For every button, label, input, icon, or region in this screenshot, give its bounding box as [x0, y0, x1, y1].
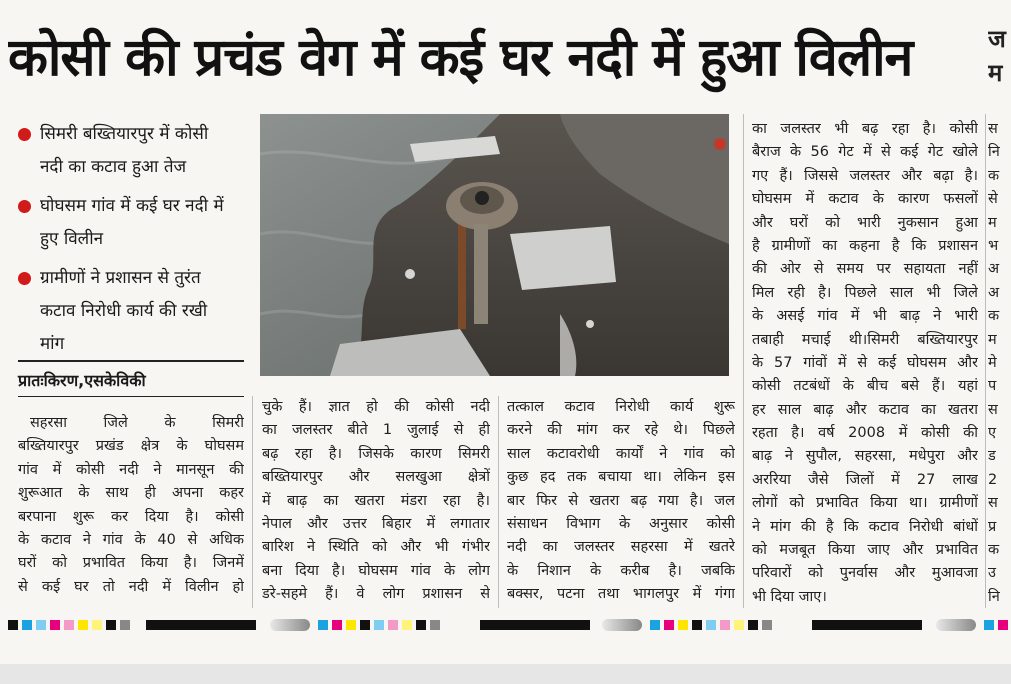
article-line: साल कटावरोधी कार्यों ने गांव को — [507, 445, 735, 462]
color-swatch — [374, 620, 384, 630]
color-swatch — [92, 620, 102, 630]
byline-divider — [18, 360, 244, 362]
article-line: के निशान के करीब है। जबकि — [507, 562, 735, 579]
article-line: हर साल बाढ़ और कटाव का खतरा — [752, 401, 978, 418]
color-swatch — [678, 620, 688, 630]
article-line: का जलस्तर भी बढ़ रहा है। कोसी — [752, 121, 978, 137]
article-line: बैराज के 56 गेट में से कई गेट खोले — [752, 144, 978, 161]
edge-line: म — [988, 331, 997, 348]
article-column-2 — [262, 396, 490, 607]
color-swatch — [64, 620, 74, 630]
gradient-oval — [270, 619, 310, 631]
article-line: परिवारों को पुनर्वास और मुआवजा — [752, 565, 978, 582]
article-line: तबाही मचाई थी।सिमरी बख्तियारपुर — [752, 331, 978, 348]
article-line: सहरसा जिले के सिमरी — [30, 415, 244, 431]
article-line: बारिश ने स्थिति को और भी गंभीर — [262, 539, 490, 556]
article-line: के असई गांव में भी बाढ़ ने भारी — [752, 308, 978, 325]
highlight-line: हुए विलीन — [40, 229, 104, 249]
article-line: रहता है। वर्ष 2008 में कोसी की — [752, 425, 978, 442]
color-swatch — [50, 620, 60, 630]
highlight-line: सिमरी बख्तियारपुर में कोसी — [40, 124, 209, 144]
article-line: अररिया जैसे जिलों में 27 लाख — [752, 471, 978, 488]
color-swatch — [664, 620, 674, 630]
color-swatch — [346, 620, 356, 630]
article-line: बाढ़ ने सुपौल, सहरसा, मधेपुरा और — [752, 448, 978, 465]
edge-line: क — [988, 167, 1000, 184]
edge-line: ए — [988, 425, 997, 442]
article-line: करने की मांग कर रहे थे। पिछले — [507, 422, 735, 439]
article-line: घोघसम में कटाव के कारण फसलों — [752, 191, 978, 208]
color-swatch — [734, 620, 744, 630]
article-line: गांव में कोसी नदी ने मानसून की — [18, 461, 244, 478]
article-column-4 — [752, 118, 978, 609]
article-line: कुछ हद तक बचाया था। लेकिन इस — [507, 469, 735, 486]
article-line: बढ़ रहा है। जिसके कारण सिमरी — [262, 445, 490, 462]
article-line: मिल रही है। पिछले साल भी जिले — [752, 284, 978, 301]
article-column-3 — [507, 396, 735, 607]
highlight-line: ग्रामीणों ने प्रशासन से तुरंत — [40, 268, 201, 288]
article-line: चुके हैं। ज्ञात हो की कोसी नदी — [262, 399, 490, 415]
article-line: है ग्रामीणों का कहना है कि प्रशासन — [752, 237, 978, 254]
edge-line: नि — [988, 144, 1000, 161]
black-bar — [812, 620, 922, 630]
bullet-dot-icon — [18, 200, 31, 213]
color-swatch — [762, 620, 772, 630]
edge-line: अ — [988, 261, 1000, 278]
article-line: और घरों को भारी नुकसान हुआ — [752, 214, 978, 231]
color-swatch — [36, 620, 46, 630]
article-line: नेपाल और उत्तर बिहार में लगातार — [262, 515, 490, 532]
article-line: की ओर से समय पर सहायता नहीं — [752, 261, 978, 278]
article-line: बख्तियारपुर और सलखुआ क्षेत्रों — [262, 469, 490, 486]
article-line: को मजबूत किया जाए और प्रभावित — [752, 542, 978, 559]
highlight-line: कटाव निरोधी कार्य की रखी — [40, 301, 208, 321]
highlight-item — [18, 262, 246, 361]
highlights-list — [18, 118, 246, 367]
highlight-line: नदी का कटाव हुआ तेज — [40, 157, 187, 177]
black-bar — [480, 620, 590, 630]
color-swatch — [984, 620, 994, 630]
article-line: के कटाव ने गांव के 40 से अधिक — [18, 531, 244, 548]
article-line: शुरूआत के साथ ही अपना कहर — [18, 485, 244, 502]
print-registration-strip — [0, 619, 1011, 631]
column-divider — [743, 114, 744, 608]
color-swatch — [706, 620, 716, 630]
highlight-item — [18, 190, 246, 256]
article-line: बना दिया है। घोघसम गांव के लोग — [262, 562, 490, 579]
article-line: का जलस्तर बीते 1 जुलाई से ही — [262, 422, 490, 439]
black-bar — [146, 620, 256, 630]
edge-line: स — [988, 121, 998, 137]
edge-line: 2 — [988, 471, 998, 488]
article-line: नदी का जलस्तर सहरसा में खतरे — [507, 539, 735, 556]
page-bottom-margin — [0, 664, 1011, 684]
gradient-oval — [602, 619, 642, 631]
color-swatch — [998, 620, 1008, 630]
color-swatch — [720, 620, 730, 630]
color-swatch — [402, 620, 412, 630]
article-line: संसाधन विभाग के अनुसार कोसी — [507, 515, 735, 532]
edge-line: भ — [988, 237, 999, 254]
color-swatch — [22, 620, 32, 630]
column-divider — [252, 396, 253, 608]
bullet-dot-icon — [18, 272, 31, 285]
edge-line: नि — [988, 588, 1000, 605]
article-line: बरपाना शुरू कर दिया है। कोसी — [18, 508, 244, 525]
highlight-line: मांग — [40, 334, 65, 354]
edge-line: प — [988, 378, 997, 395]
color-swatch — [8, 620, 18, 630]
article-line: डरे-सहमे हैं। वे लोग प्रशासन से — [262, 586, 490, 603]
color-swatch — [430, 620, 440, 630]
article-line: तत्काल कटाव निरोधी कार्य शुरू — [507, 399, 735, 415]
color-swatch — [692, 620, 702, 630]
gradient-oval — [936, 619, 976, 631]
color-swatch — [650, 620, 660, 630]
article-line: से कई घर तो नदी में विलीन हो — [18, 578, 244, 595]
article-line: के 57 गांवों में से कई घोघसम और — [752, 354, 978, 371]
river-erosion-photo — [260, 114, 729, 376]
edge-line: मे — [988, 354, 997, 371]
article-line: बख्तियारपुर प्रखंड क्षेत्र के घोघसम — [18, 438, 244, 455]
highlight-item — [18, 118, 246, 184]
color-swatch — [388, 620, 398, 630]
color-swatch — [120, 620, 130, 630]
color-swatch — [748, 620, 758, 630]
color-swatch — [332, 620, 342, 630]
highlight-line: घोघसम गांव में कई घर नदी में — [40, 196, 224, 216]
edge-line: प्र — [988, 518, 997, 535]
edge-line: क — [988, 308, 1000, 325]
article-line: लोगों को प्रभावित किया था। ग्रामीणों — [752, 495, 978, 512]
article-line: कोसी तटबंधों के बीच बसे हैं। यहां — [752, 378, 978, 395]
column-divider — [498, 396, 499, 608]
edge-line: उ — [988, 565, 996, 582]
article-line: भी दिया जाए। — [752, 588, 827, 605]
edge-line: ड — [988, 448, 996, 465]
edge-head-line: ज — [988, 25, 1006, 53]
edge-line: से — [988, 191, 998, 208]
article-line: बक्सर, पटना तथा भागलपुर में गंगा — [507, 586, 735, 603]
article-column-1 — [18, 412, 244, 599]
color-swatch — [416, 620, 426, 630]
article-line: गए हैं। जिससे जलस्तर और बढ़ा है। — [752, 167, 978, 184]
news-photo — [260, 114, 729, 376]
next-article-headline-edge — [988, 22, 1011, 90]
byline: प्रातःकिरण,एसकेविकी — [18, 371, 146, 390]
edge-line: क — [988, 542, 1000, 559]
headline: कोसी की प्रचंड वेग में कई घर नदी में हुआ विलीन — [8, 28, 913, 88]
edge-line: स — [988, 495, 998, 512]
article-line: में बाढ़ का खतरा मंडरा रहा है। — [262, 492, 490, 509]
article-line: बार फिर से खतरा बढ़ गया है। जल — [507, 492, 735, 509]
column-divider — [985, 114, 986, 608]
color-swatch — [360, 620, 370, 630]
color-swatch — [106, 620, 116, 630]
edge-head-line: म — [988, 59, 1003, 87]
bullet-dot-icon — [18, 128, 31, 141]
article-line: घरों को प्रभावित किया है। जिनमें — [18, 555, 244, 572]
color-swatch — [78, 620, 88, 630]
edge-line: म — [988, 214, 997, 231]
edge-line: स — [988, 401, 998, 418]
next-article-text-edge — [988, 118, 1011, 609]
byline-divider — [18, 396, 244, 397]
article-line: ने मांग की है कि कटाव निरोधी बांधों — [752, 518, 978, 535]
edge-line: अ — [988, 284, 1000, 301]
color-swatch — [318, 620, 328, 630]
